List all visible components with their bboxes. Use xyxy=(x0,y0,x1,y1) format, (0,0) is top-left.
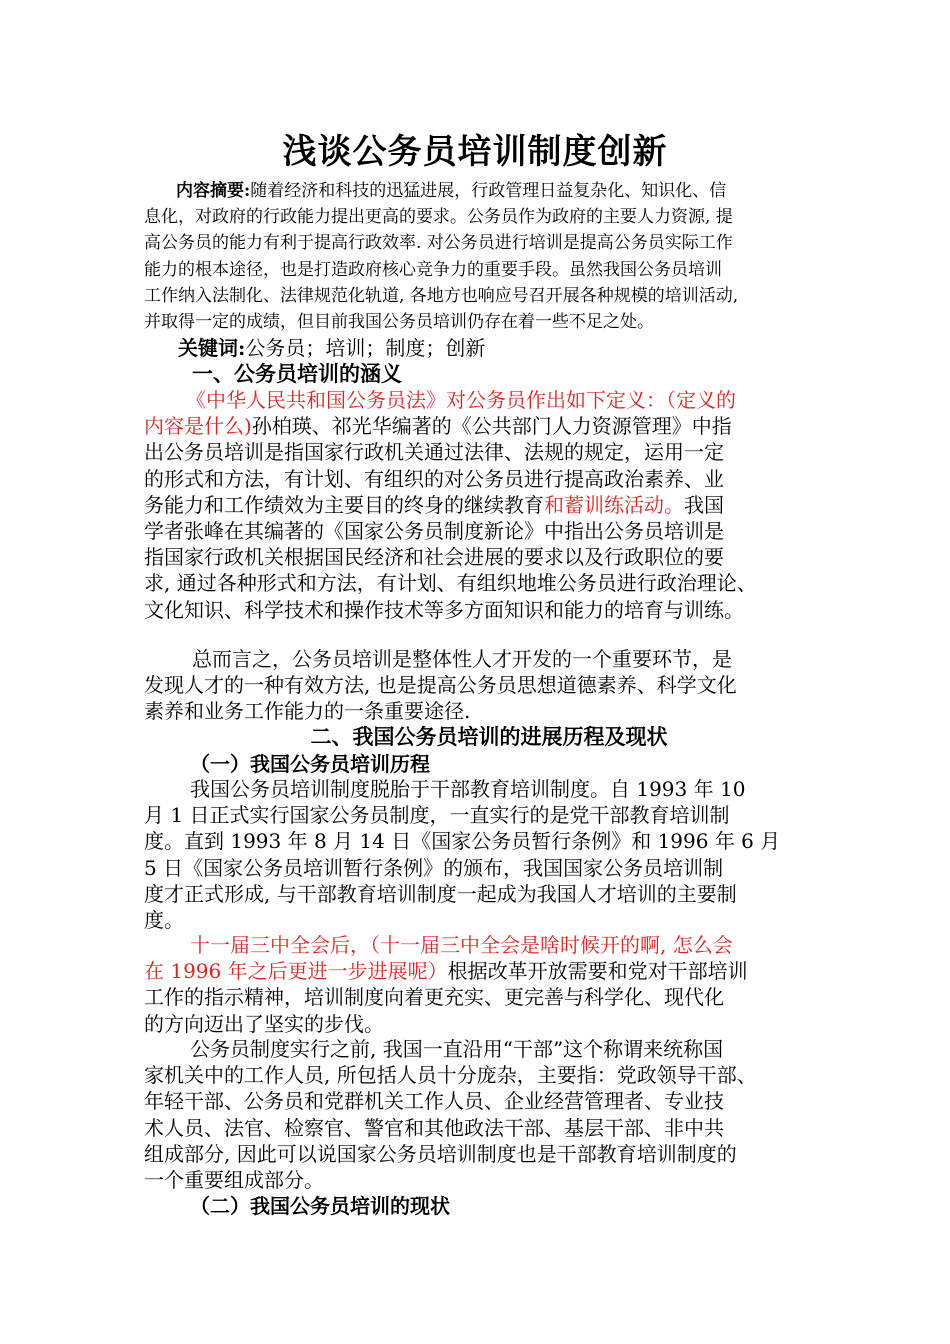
paragraph-line: 我国公务员培训制度脱胎于干部教育培训制度。自 1993 年 10 xyxy=(190,777,746,801)
paragraph-text: 我国 xyxy=(684,492,724,517)
paragraph-text: 根据改革开放需要和党对干部培训 xyxy=(447,959,748,984)
section2-paragraph-1 xyxy=(144,776,816,933)
section2-paragraph-2 xyxy=(144,932,816,1037)
annotated-text: 和蓄训练活动。 xyxy=(544,492,684,517)
annotated-text: 十一届三中全会后，（十一届三中全会是啥时候开的啊, 怎么会 xyxy=(190,933,733,957)
abstract-line: 高公务员的能力有利于提高行政效率. 对公务员进行培训是提高公务员实际工作 xyxy=(144,233,733,254)
paragraph-line: 组成部分, 因此可以说国家公务员培训制度也是干部教育培训制度的 xyxy=(144,1141,737,1166)
section1-paragraph-2 xyxy=(144,646,816,725)
section-heading-1: 一、公务员培训的涵义 xyxy=(192,361,402,386)
subsection-heading-1: （一）我国公务员培训历程 xyxy=(190,752,430,776)
paragraph-line: 月 1 日正式实行国家公务员制度，一直实行的是党干部教育培训制 xyxy=(144,803,730,828)
paragraph-line: 发现人才的一种有效方法, 也是提高公务员思想道德素养、科学文化 xyxy=(144,673,737,698)
annotated-text: 在 1996 年之后更进一步进展呢） xyxy=(144,959,448,984)
abstract xyxy=(144,178,812,335)
paragraph-line: 公务员制度实行之前, 我国一直沿用“干部”这个称谓来统称国 xyxy=(190,1037,724,1061)
section-heading-2: 二、我国公务员培训的进展历程及现状 xyxy=(310,724,668,749)
paragraph-line: 求, 通过各种形式和方法，有计划、有组织地堆公务员进行政治理论、 xyxy=(144,571,757,596)
paragraph-line: 文化知识、科学技术和操作技术等多方面知识和能力的培育与训练。 xyxy=(144,597,744,622)
abstract-line: 并取得一定的成绩，但目前我国公务员培训仍存在着一些不足之处。 xyxy=(144,312,654,333)
paragraph-line: 出公务员培训是指国家行政机关通过法律、法规的规定，运用一定 xyxy=(144,440,724,465)
paragraph-line: 学者张峰在其编著的《国家公务员制度新论》中指出公务员培训是 xyxy=(144,519,724,544)
paragraph-line: 素养和业务工作能力的一条重要途径. xyxy=(144,699,471,724)
annotated-text: 内容是什么) xyxy=(144,414,252,439)
paragraph-line: 度才正式形成, 与干部教育培训制度一起成为我国人才培训的主要制 xyxy=(144,881,737,906)
paragraph-line: 5 日《国家公务员培训暂行条例》的颁布，我国国家公务员培训制 xyxy=(144,855,724,880)
paragraph-line: 家机关中的工作人员, 所包括人员十分庞杂，主要指：党政领导干部、 xyxy=(144,1063,757,1088)
paragraph-line: 的方向迈出了坚实的步伐。 xyxy=(144,1011,384,1036)
abstract-label: 内容摘要: xyxy=(176,181,251,201)
paragraph-line: 总而言之，公务员培训是整体性人才开发的一个重要环节，是 xyxy=(192,647,732,671)
abstract-line: 能力的根本途径，也是打造政府核心竞争力的重要手段。虽然我国公务员培训 xyxy=(144,259,722,280)
abstract-line: 随着经济和科技的迅猛进展，行政管理日益复杂化、知识化、信 xyxy=(250,181,727,201)
keywords-label: 关键词: xyxy=(178,336,246,360)
abstract-line: 工作纳入法制化、法律规范化轨道, 各地方也响应号召开展各种规模的培训活动, xyxy=(144,285,739,306)
annotated-text: 《中华人民共和国公务员法》对公务员作出如下定义：（定义的 xyxy=(186,388,736,412)
abstract-line: 息化，对政府的行政能力提出更高的要求。公务员作为政府的主要人力资源, 提 xyxy=(144,207,733,228)
section1-paragraph-1 xyxy=(144,387,816,623)
paragraph-line: 术人员、法官、检察官、警官和其他政法干部、基层干部、非中共 xyxy=(144,1115,724,1140)
subsection-heading-2: （二）我国公务员培训的现状 xyxy=(190,1194,450,1218)
keywords-text: 公务员；培训；制度；创新 xyxy=(245,336,486,360)
paragraph-text: 孙柏瑛、祁光华编著的《公共部门人力资源管理》中指 xyxy=(251,414,732,439)
paragraph-line: 指国家行政机关根据国民经济和社会进展的要求以及行政职位的要 xyxy=(144,545,724,570)
keywords xyxy=(178,334,485,362)
paragraph-line: 年轻干部、公务员和党群机关工作人员、企业经营管理者、专业技 xyxy=(144,1089,724,1114)
paragraph-line: 一个重要组成部分。 xyxy=(144,1168,324,1193)
document-title: 浅谈公务员培训制度创新 xyxy=(282,132,668,172)
paragraph-line: 度。 xyxy=(144,908,184,933)
section2-paragraph-3 xyxy=(144,1036,816,1193)
paragraph-line: 工作的指示精神，培训制度向着更充实、更完善与科学化、现代化 xyxy=(144,985,724,1010)
paragraph-line: 度。直到 1993 年 8 月 14 日《国家公务员暂行条例》和 1996 年 6 月 xyxy=(144,829,781,854)
paragraph-text: 务能力和工作绩效为主要目的终身的继续教育 xyxy=(144,492,544,517)
paragraph-line: 的形式和方法，有计划、有组织的对公务员进行提高政治素养、业 xyxy=(144,466,724,491)
